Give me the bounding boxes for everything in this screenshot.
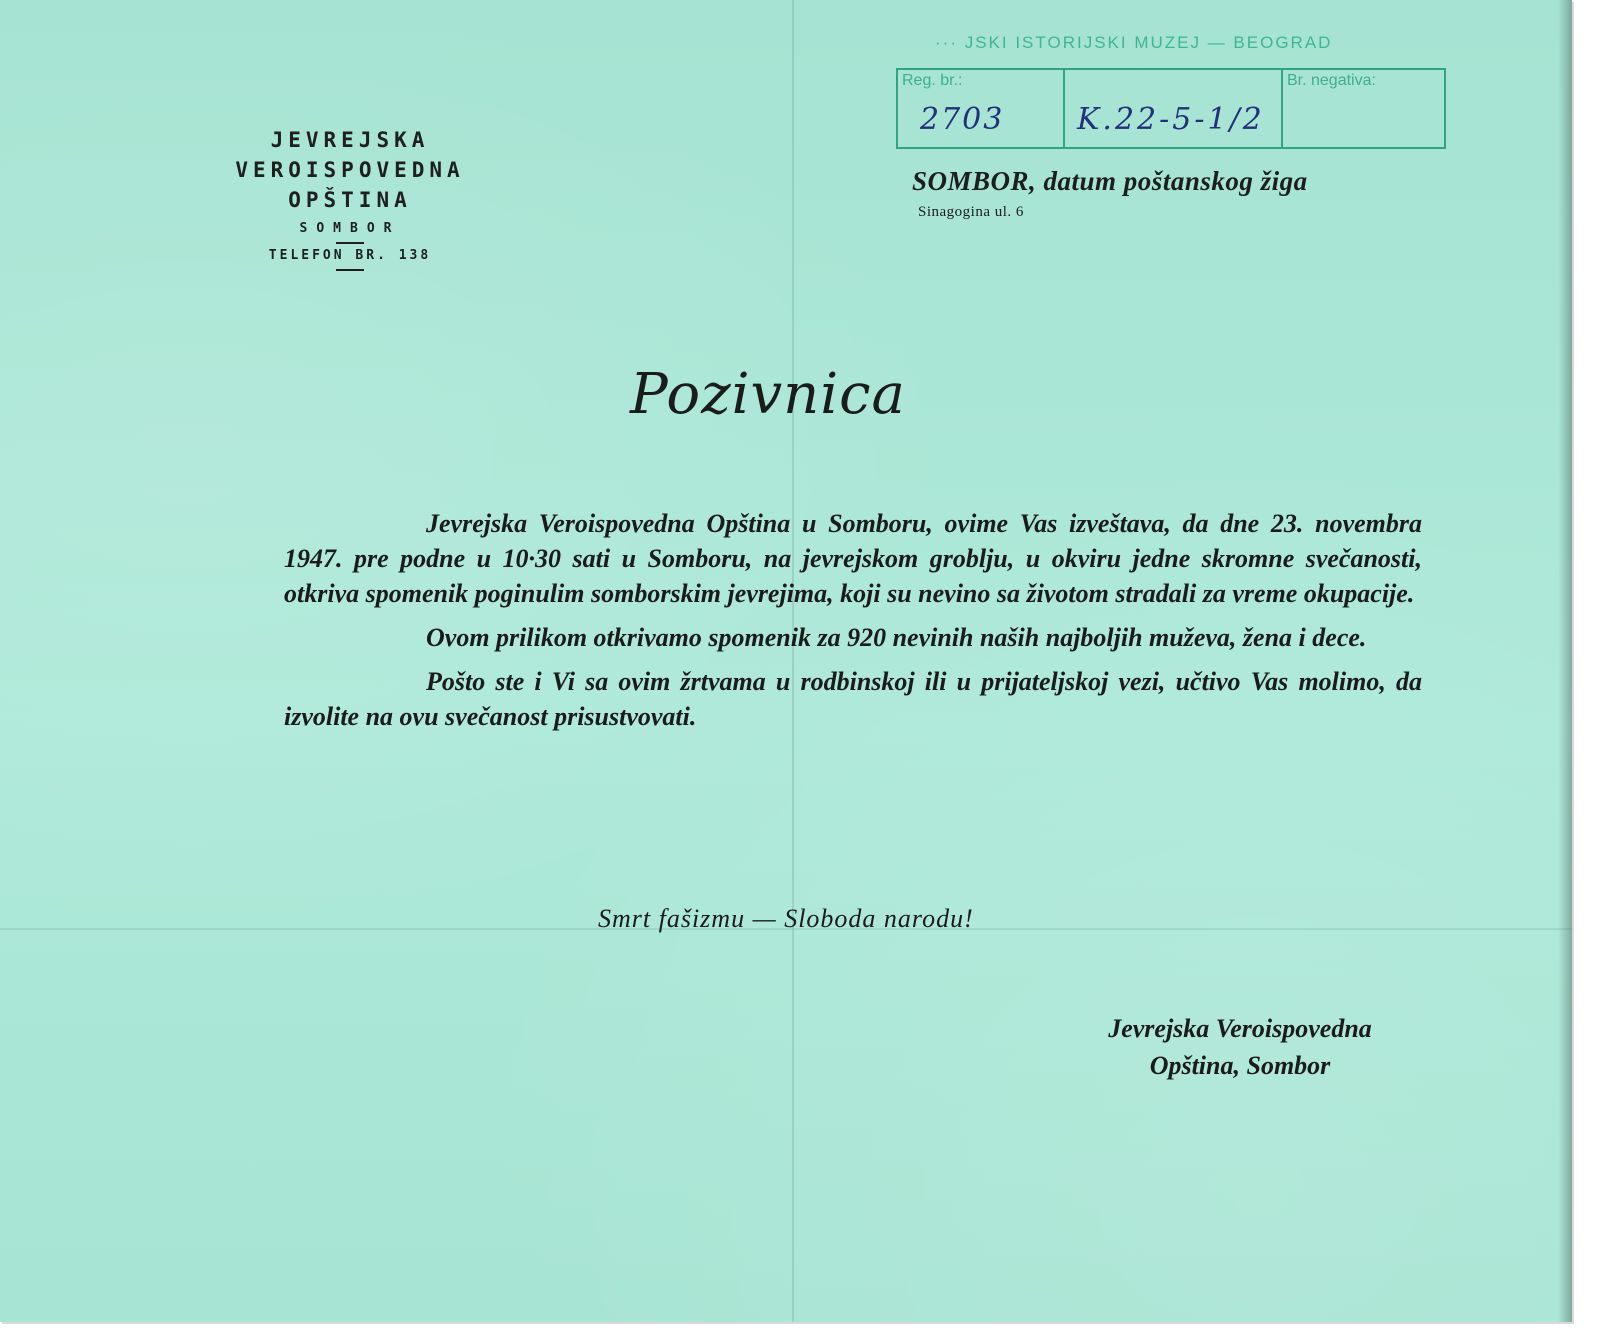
invitation-body (284, 506, 1422, 743)
letterhead-phone: TELEFON BR. 138 (268, 248, 432, 263)
invitation-title: Pozivnica (630, 362, 906, 427)
body-paragraph-2: Ovom prilikom otkrivamo spomenik za 920 nevinih naših najboljih muževa, žena i dece. (426, 623, 1367, 652)
stamp-reg-number: 2703 (920, 102, 1005, 137)
signature-block (1050, 1010, 1430, 1084)
stamp-cell-negative (1283, 70, 1444, 147)
museum-registration-stamp (896, 68, 1446, 149)
place-date-line: SOMBOR, datum poštanskog žiga (912, 166, 1308, 196)
stamp-negative-label: Br. negativa: (1287, 72, 1376, 89)
stamp-signature-code: K.22-5-1/2 (1077, 102, 1265, 137)
stamp-cell-signature-code (1065, 70, 1283, 147)
signature-line-2: Opština, Sombor (1149, 1051, 1331, 1080)
letterhead (150, 125, 550, 275)
address-line: Sinagogina ul. 6 (918, 204, 1024, 220)
letterhead-line-2: VEROISPOVEDNA (235, 158, 465, 182)
letterhead-divider-bottom (336, 269, 364, 271)
museum-stamp-header: ··· JSKI ISTORIJSKI MUZEJ — BEOGRAD (935, 33, 1333, 52)
stamp-cell-registration (898, 70, 1065, 147)
stamp-reg-label: Reg. br.: (902, 72, 963, 89)
sheet-edge-shadow (1558, 0, 1572, 1322)
letterhead-line-3: OPŠTINA (288, 188, 412, 212)
letterhead-city: SOMBOR (299, 221, 401, 236)
body-paragraph-1: Jevrejska Veroispovedna Opština u Somboru, ovime Vas izveštava, da dne 23. novembra 1947. pre podne u 10·30 sati u Somboru, na jevrejskom groblju, u okviru jedne skromne svečanosti, otkriva spomenik poginulim somborskim jevrejima, koji su nevino sa životom stradali za vreme okupacije. (284, 509, 1422, 608)
closing-slogan: Smrt fašizmu — Sloboda narodu! (598, 904, 974, 933)
letterhead-line-1: JEVREJSKA (270, 128, 430, 152)
signature-line-1: Jevrejska Veroispovedna (1108, 1014, 1372, 1043)
body-paragraph-3: Pošto ste i Vi sa ovim žrtvama u rodbinskoj ili u prijateljskoj vezi, učtivo Vas molimo, da izvolite na ovu svečanost prisustvovati. (284, 667, 1422, 731)
letterhead-divider (336, 242, 364, 244)
